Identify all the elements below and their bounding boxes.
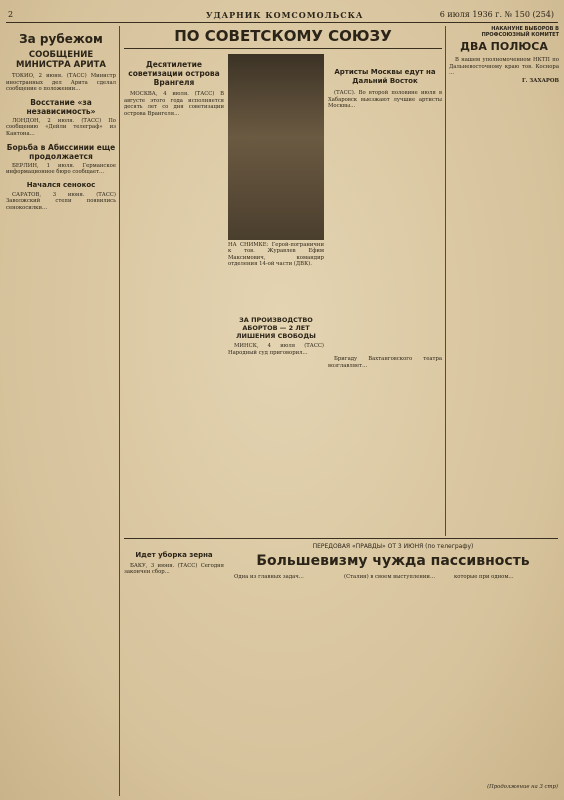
editorial-continued: (Продолжение на 3 стр) xyxy=(487,784,558,790)
article-haymaking-title: Начался сенокос xyxy=(26,180,96,189)
section-rule xyxy=(124,538,558,539)
editorial-text-1: Одна из главных задач... xyxy=(234,574,304,580)
photo-caption: НА СНИМКЕ: Герой-погранични к тов. Журавлев Ефим Максимович, командир отделения 14-ой части (ДВК). xyxy=(228,242,324,268)
article-two-poles-text: В нашем уполномоченном НКТП по Дальневосточному краю тов. Коснора ... xyxy=(449,57,559,77)
banner-rule xyxy=(124,48,442,49)
article-uprising-title: Восстание «за независимость» xyxy=(26,97,96,116)
editorial-title: Большевизму чужда пассивность xyxy=(256,553,530,569)
article-harvest-text: БАКУ, 3 июня. (ТАСС) Сегодня закончен сбор... xyxy=(124,562,224,576)
editorial-col-3 xyxy=(448,574,558,784)
editorial-kicker: ПЕРЕДОВАЯ «ПРАВДЫ» ОТ 3 ИЮНЯ (по телеграфу) xyxy=(312,543,474,550)
section-abroad-title: За рубежом xyxy=(19,32,103,46)
editorial-text-2: (Сталин) в своем выступлении... xyxy=(344,574,436,580)
article-arita-title: СООБЩЕНИЕ МИНИСТРА АРИТА xyxy=(16,50,106,70)
column-divider xyxy=(119,26,120,796)
article-artists-title: Артисты Москвы едут на Дальний Восток xyxy=(334,68,436,85)
column-harvest xyxy=(124,545,224,795)
article-arita-text: ТОКИО, 2 июня. (ТАСС) Министр иностранных дел Арита сделал сообщение о положении... xyxy=(6,73,116,93)
article-harvest-title: Идет уборка зерна xyxy=(135,551,213,559)
article-two-poles-author: Г. ЗАХАРОВ xyxy=(522,77,559,84)
article-artists-text: (ТАСС). Во второй половине июля в Хабаровск выезжают лучшие артисты Москвы... xyxy=(328,90,442,110)
column-divider-right xyxy=(445,26,446,536)
article-haymaking-text: САРАТОВ, 3 июня. (ТАСС) Заволжский степи появились сенокосилки... xyxy=(6,191,116,211)
portrait-photo xyxy=(228,54,324,240)
two-poles-kicker: НАКАНУНЕ ВЫБОРОВ В ПРОФСОЮЗНЫЙ КОМИТЕТ xyxy=(481,26,559,38)
article-wrangel-title: Десятилетие советизации острова Врангеля xyxy=(128,60,220,87)
column-abroad xyxy=(6,26,116,796)
column-artists xyxy=(328,54,442,354)
article-abortion-text: МИНСК, 4 июля (ТАСС) Народный суд приговорил... xyxy=(228,343,324,356)
column-abortion xyxy=(228,316,324,536)
article-two-poles-title: ДВА ПОЛЮСА xyxy=(460,40,548,53)
banner-soviet-union: ПО СОВЕТСКОМУ СОЮЗУ xyxy=(174,27,392,45)
editorial-col-1 xyxy=(228,574,334,796)
editorial-col-2 xyxy=(338,574,444,796)
page-number: 2 xyxy=(8,10,14,19)
issue-date: 6 июля 1936 г. № 150 (254) xyxy=(439,10,554,19)
column-artists-cont xyxy=(328,356,442,536)
article-abortion-title: ЗА ПРОИЗВОДСТВО АБОРТОВ — 2 ЛЕТ ЛИШЕНИЯ СВОБОДЫ xyxy=(236,316,316,340)
column-wrangel xyxy=(124,54,224,534)
masthead xyxy=(6,8,558,23)
editorial-text-3: которые при одном... xyxy=(454,574,514,580)
paper-title: УДАРНИК КОМСОМОЛЬСКА xyxy=(206,10,364,20)
column-two-poles xyxy=(449,26,559,536)
article-artists-cont-text: Бригаду Вахтанговского театра возглавляет... xyxy=(328,356,442,369)
article-abyssinia-title: Борьба в Абиссинии еще продолжается xyxy=(6,142,116,161)
article-abyssinia-text: БЕРЛИН, 1 июля. Германское информационное бюро сообщает... xyxy=(6,162,116,176)
article-wrangel-text: МОСКВА, 4 июля. (ТАСС) В августе этого года исполняется десять лет со дня советизации острова Врангеля... xyxy=(124,91,224,117)
article-uprising-text: ЛОНДОН, 2 июля. (ТАСС) По сообщению «Дейли телеграф» из Кантона... xyxy=(6,117,116,137)
